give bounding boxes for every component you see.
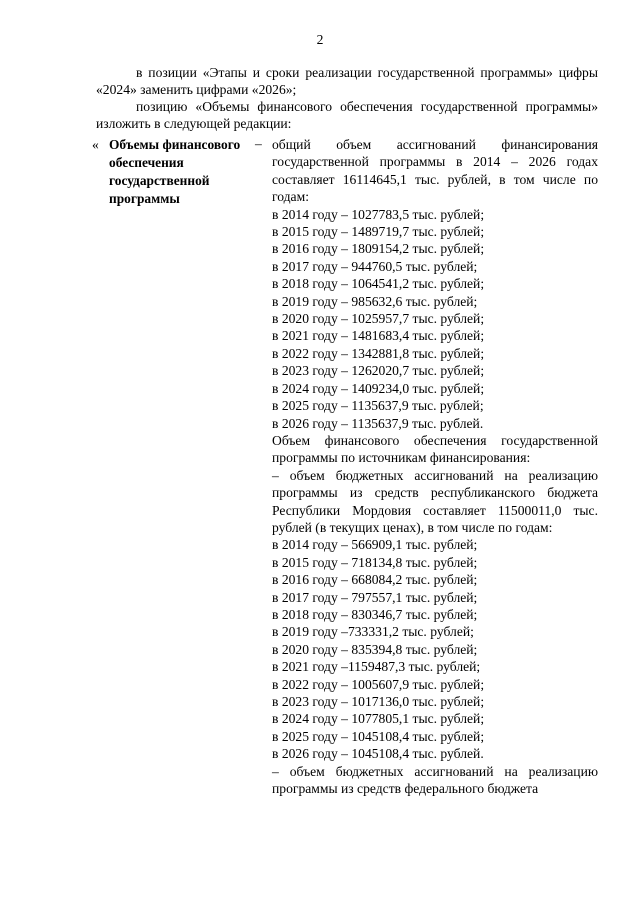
intro-text-2: позицию «Объемы финансового обеспечения государственной программы» изложить в следующей редакции:: [96, 99, 598, 131]
republic-year-funding-line: в 2019 году –733331,2 тыс. рублей;: [272, 624, 474, 640]
republic-year-funding-line: в 2025 году – 1045108,4 тыс. рублей;: [272, 728, 485, 744]
republic-year-funding-line: в 2024 году – 1077805,1 тыс. рублей;: [272, 711, 485, 727]
federal-budget-text: – объем бюджетных ассигнований на реализацию программы из средств федерального бюджета: [272, 763, 598, 797]
republic-year-funding-line: в 2018 году – 830346,7 тыс. рублей;: [272, 606, 478, 622]
open-quote: «: [92, 137, 99, 152]
year-funding-line: в 2021 году – 1481683,4 тыс. рублей;: [272, 328, 485, 344]
year-funding-line: в 2015 году – 1489719,7 тыс. рублей;: [272, 224, 485, 240]
year-funding-line: в 2022 году – 1342881,8 тыс. рублей;: [272, 345, 485, 361]
intro-paragraph-1: [96, 64, 598, 98]
year-funding-line: в 2019 году – 985632,6 тыс. рублей;: [272, 293, 478, 309]
year-funding-line: в 2024 году – 1409234,0 тыс. рублей;: [272, 380, 485, 396]
intro-text-1: в позиции «Этапы и сроки реализации государственной программы» цифры «2024» заменить цифрами «2026»;: [96, 65, 598, 97]
year-funding-line: в 2023 году – 1262020,7 тыс. рублей;: [272, 363, 485, 379]
year-funding-line: в 2026 году – 1135637,9 тыс. рублей.: [272, 415, 484, 431]
position-label: Объемы финансового обеспечения государственной программы: [109, 137, 241, 206]
republic-year-funding-line: в 2015 году – 718134,8 тыс. рублей;: [272, 554, 478, 570]
republic-budget-text: – объем бюджетных ассигнований на реализацию программы из средств республиканского бюджета Республики Мордовия составляет 11500011,0 тыс. рублей (в текущих ценах), в том числе по годам:: [272, 467, 598, 535]
republic-year-funding-line: в 2026 году – 1045108,4 тыс. рублей.: [272, 746, 484, 762]
year-funding-line: в 2014 году – 1027783,5 тыс. рублей;: [272, 206, 485, 222]
republic-year-funding-line: в 2021 году –1159487,3 тыс. рублей;: [272, 659, 481, 675]
year-funding-line: в 2017 году – 944760,5 тыс. рублей;: [272, 258, 478, 274]
total-funding-text: общий объем ассигнований финансирования государственной программы в 2014 – 2026 годах составляет 16114645,1 тыс. рублей, в том числе по годам:: [272, 137, 598, 205]
republic-by-year-list: [272, 536, 598, 762]
year-funding-line: в 2025 году – 1135637,9 тыс. рублей;: [272, 398, 484, 414]
position-value: [272, 136, 598, 797]
intro-paragraph-2: [96, 98, 598, 132]
republic-year-funding-line: в 2016 году – 668084,2 тыс. рублей;: [272, 572, 478, 588]
sources-heading: Объем финансового обеспечения государственной программы по источникам финансирования:: [272, 432, 598, 466]
year-funding-line: в 2020 году – 1025957,7 тыс. рублей;: [272, 311, 485, 327]
year-funding-line: в 2016 году – 1809154,2 тыс. рублей;: [272, 241, 485, 257]
republic-year-funding-line: в 2020 году – 835394,8 тыс. рублей;: [272, 641, 478, 657]
republic-year-funding-line: в 2022 году – 1005607,9 тыс. рублей;: [272, 676, 485, 692]
republic-year-funding-line: в 2014 году – 566909,1 тыс. рублей;: [272, 537, 478, 553]
republic-year-funding-line: в 2017 году – 797557,1 тыс. рублей;: [272, 589, 478, 605]
total-by-year-list: [272, 206, 598, 432]
position-dash: –: [255, 136, 262, 151]
republic-year-funding-line: в 2023 году – 1017136,0 тыс. рублей;: [272, 694, 485, 709]
page-number: 2: [316, 32, 324, 47]
year-funding-line: в 2018 году – 1064541,2 тыс. рублей;: [272, 276, 485, 292]
